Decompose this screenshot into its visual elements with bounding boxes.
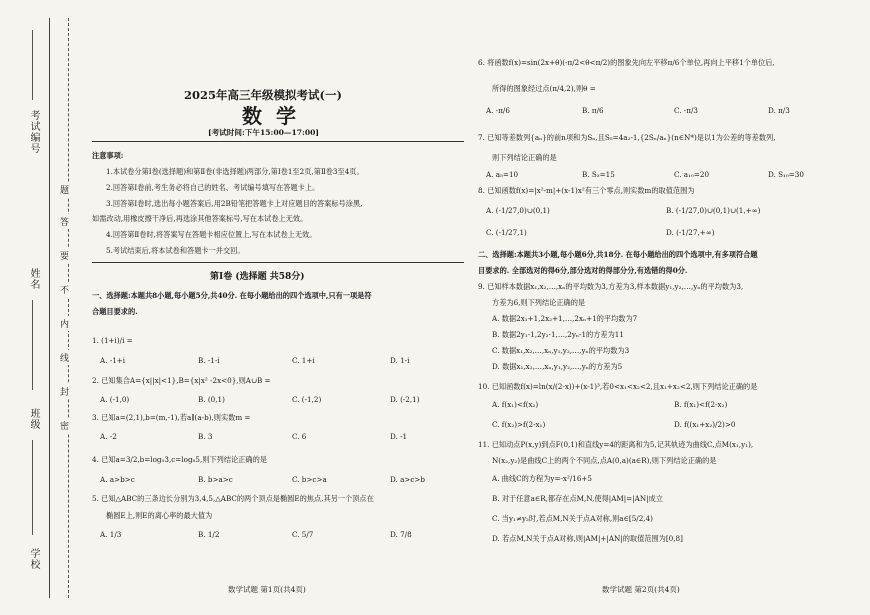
q7-option-c: C. a₁₀=20 (674, 170, 710, 179)
q5-option-d: D. 7/8 (390, 530, 412, 539)
q6-option-c: C. -π/3 (674, 106, 698, 115)
q3-option-d: D. -1 (390, 432, 408, 441)
seal-char: 答 (60, 214, 69, 229)
q10-option-b: B. f(x₁)<f(2-x₂) (674, 400, 728, 409)
q5-option-a: A. 1/3 (100, 530, 122, 539)
class-field: 班级 (28, 408, 39, 430)
question-4: 4. 已知a=3/2,b=log₅3,c=log₈5,则下列结论正确的是 (92, 455, 267, 464)
seal-char: 密 (60, 418, 69, 433)
exam-no-blank (32, 30, 33, 100)
section-heading: 二、选择题:本题共3小题,每小题6分,共18分. 在每小题给出的四个选项中,有多项符合题 (478, 250, 758, 259)
section-heading-cont: 合题目要求的. (92, 307, 138, 316)
q3-option-a: A. -2 (100, 432, 117, 441)
q7-option-a: A. a₅=10 (486, 170, 519, 179)
question-11: 11. 已知动点P(x,y)到点F(0,1)和直线y=4的距离和为5,记其轨迹为曲线C,点M(x₁,y₁), (478, 440, 754, 449)
name-field: 姓名 (28, 268, 39, 290)
question-5: 5. 已知△ABC的三条边长分别为3,4,5,△ABC的两个顶点是椭圆E的焦点,其另一个顶点在 (92, 494, 374, 503)
q5-option-c: C. 5/7 (292, 530, 314, 539)
subject-title: 数学 (242, 104, 310, 128)
page-footer: 数学试题 第1页(共4页) (228, 585, 306, 594)
divider (92, 141, 464, 142)
q4-option-c: C. b>c>a (292, 475, 327, 484)
question-7-cont: 则下列结论正确的是 (492, 153, 557, 162)
question-5-cont: 椭圆E上,则E的离心率的最大值为 (106, 511, 213, 520)
q6-option-d: D. π/3 (768, 106, 790, 115)
q2-option-b: B. (0,1) (198, 395, 225, 404)
q6-option-b: B. π/6 (582, 106, 604, 115)
seal-char: 题 (60, 182, 69, 197)
seal-char: 线 (60, 350, 69, 365)
question-7: 7. 已知等差数列{aₙ}的前n项和为Sₙ,且S₅=4a₂-1,{2Sₙ/aₙ}(n∈N*)是以1为公差的等差数列, (478, 133, 776, 142)
q11-option-d: D. 若点M,N关于点A对称,则|AM|+|AN|的取值范围为[0,8] (492, 534, 683, 543)
section-heading: 一、选择题:本题共8小题,每小题5分,共40分. 在每小题给出的四个选项中,只有一项是符 (92, 291, 372, 300)
question-8: 8. 已知函数f(x)=|x²-m|+(x-1)x²有三个零点,则实数m的取值范围为 (478, 186, 695, 195)
question-3: 3. 已知a=(2,1),b=(m,-1),若a∥(a-b),则实数m = (92, 413, 251, 422)
section-heading-cont: 目要求的. 全部选对的得6分,部分选对的得部分分,有选错的得0分. (478, 266, 688, 275)
note-item: 如需改动,用橡皮擦干净后,再选涂其他答案标号,写在本试卷上无效。 (92, 214, 308, 223)
q1-option-a: A. -1+i (100, 356, 126, 365)
q6-option-a: A. -π/6 (486, 106, 510, 115)
seal-char: 要 (60, 248, 69, 263)
q11-option-c: C. 当y₁≠y₂时,若点M,N关于点A对称,则a∈[5/2,4) (492, 514, 653, 523)
q10-option-d: D. f((x₁+x₂)/2)>0 (674, 420, 736, 429)
seal-char: 不 (60, 282, 69, 297)
binding-cut-line (68, 18, 69, 598)
q9-option-c: C. 数据x₁,x₂,…,xₙ,y₁,y₂,…,yₙ的平均数为3 (492, 346, 630, 355)
note-item: 2.回答第Ⅰ卷前,考生务必将自己的姓名、考试编号填写在答题卡上。 (106, 183, 320, 192)
binding-solid-line (49, 18, 50, 598)
question-11-cont: N(x₂,y₂)是曲线C上的两个不同点,点A(0,a)(a∈R),则下列结论正确的是 (492, 456, 717, 465)
q9-option-a: A. 数据2x₁+1,2x₂+1,…,2xₙ+1的平均数为7 (492, 314, 638, 323)
q1-option-b: B. -1-i (198, 356, 220, 365)
q8-option-a: A. (-1/27,0)∪(0,1) (486, 206, 550, 215)
q4-option-b: B. b>a>c (198, 475, 233, 484)
q3-option-c: C. 6 (292, 432, 307, 441)
exam-no-field: 考试编号 (28, 110, 39, 154)
q3-option-b: B. 3 (198, 432, 213, 441)
note-item: 4.回答第Ⅱ卷时,将答案写在答题卡相应位置上,写在本试卷上无效。 (106, 230, 317, 239)
question-9-cont: 方差为6,则下列结论正确的是 (492, 298, 586, 307)
note-item: 3.回答第Ⅰ卷时,选出每小题答案后,用2B铅笔把答题卡上对应题目的答案标号涂黑, (106, 199, 363, 208)
q7-option-d: D. S₁₀=30 (768, 170, 804, 179)
q9-option-b: B. 数据2y₁-1,2y₂-1,…,2yₙ-1的方差为11 (492, 330, 624, 339)
binding-margin (0, 0, 84, 615)
q1-option-c: C. 1+i (292, 356, 315, 365)
exam-title: 2025年高三年级模拟考试(一) (184, 88, 342, 102)
q8-option-c: C. (-1/27,1) (486, 228, 527, 237)
divider (92, 262, 464, 263)
question-6-cont: 所得的图象经过点(π/4,2),则θ = (492, 84, 596, 93)
q8-option-b: B. (-1/27,0)∪(0,1)∪(1,+∞) (666, 206, 761, 215)
q2-option-d: D. (-2,1) (390, 395, 420, 404)
q9-option-d: D. 数据x₁,x₂,…,xₙ,y₁,y₂,…,yₙ的方差为5 (492, 362, 623, 371)
q11-option-a: A. 曲线C的方程为y=-x²/16+5 (492, 474, 592, 483)
class-blank (32, 440, 33, 535)
name-blank (32, 300, 33, 390)
question-1: 1. (1+i)/i = (92, 336, 133, 345)
q7-option-b: B. S₃=15 (582, 170, 615, 179)
q10-option-c: C. f(x₂)>f(2-x₁) (492, 420, 546, 429)
q11-option-b: B. 对于任意a∈R,都存在点M,N,使得|AM|=|AN|成立 (492, 494, 663, 503)
school-field: 学校 (28, 548, 39, 570)
part-heading: 第Ⅰ卷 (选择题 共58分) (210, 272, 305, 282)
question-6: 6. 将函数f(x)=sin(2x+θ)(-π/2<θ<π/2)的图象先向左平移π/6个单位,再向上平移1个单位后, (478, 58, 775, 67)
page-footer: 数学试题 第2页(共4页) (602, 585, 680, 594)
note-item: 5.考试结束后,将本试卷和答题卡一并交回。 (106, 246, 245, 255)
exam-time: [考试时间:下午15:00—17:00] (208, 128, 320, 137)
seal-char: 封 (60, 384, 69, 399)
question-10: 10. 已知函数f(x)=ln(x/(2-x))+(x-1)³,若0<x₁<x₂<2,且x₁+x₂<2,则下列结论正确的是 (478, 382, 758, 391)
q1-option-d: D. 1-i (390, 356, 410, 365)
notes-heading: 注意事项: (92, 151, 124, 160)
question-2: 2. 已知集合A={x||x|<1},B={x|x² -2x<0},则A∪B = (92, 376, 271, 385)
q2-option-a: A. (-1,0) (100, 395, 130, 404)
question-9: 9. 已知样本数据x₁,x₂,…,xₙ的平均数为3,方差为3,样本数据y₁,y₂,…,yₙ的平均数为3, (478, 282, 744, 291)
q4-option-a: A. a>b>c (100, 475, 135, 484)
q4-option-d: D. a>c>b (390, 475, 426, 484)
seal-char: 内 (60, 316, 69, 331)
q5-option-b: B. 1/2 (198, 530, 220, 539)
q8-option-d: D. (-1/27,+∞) (666, 228, 715, 237)
q2-option-c: C. (-1,2) (292, 395, 322, 404)
q10-option-a: A. f(x₁)<f(x₂) (492, 400, 539, 409)
note-item: 1.本试卷分第Ⅰ卷(选择题)和第Ⅱ卷(非选择题)两部分,第Ⅰ卷1至2页,第Ⅱ卷3至4页。 (106, 167, 364, 176)
